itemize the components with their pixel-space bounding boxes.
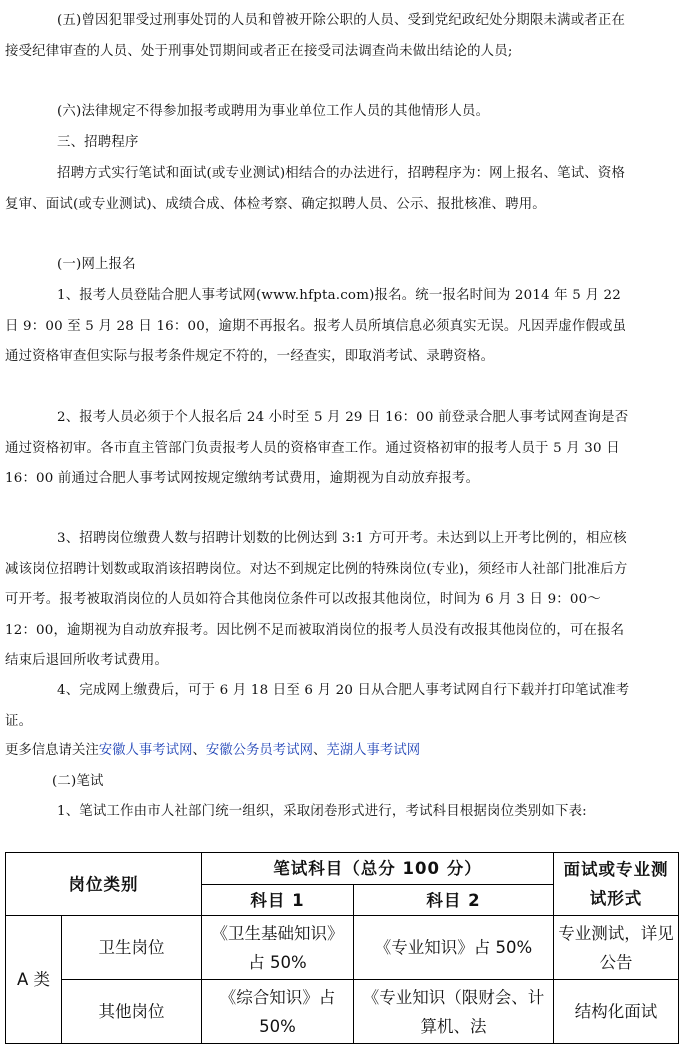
table-header-row <box>6 853 679 885</box>
subject-2-cell: 《专业知识（限财会、计算机、法 <box>354 980 554 1044</box>
link-separator: 、 <box>312 743 327 758</box>
post-name: 其他岗位 <box>62 980 202 1044</box>
registration-item-2: 2、报考人员必须于个人报名后 24 小时至 5 月 29 日 16：00 前登录合肥人事考试网查询是否通过资格初审。各市直主管部门负责报考人员的资格审查工作。通过资格初审的报考人员于 5 月 30 日 16：00 前通过合肥人事考试网按规定缴纳考试费用，逾期视为自动放弃报考。 <box>5 410 629 486</box>
subsection-written-exam: (二)笔试 <box>52 774 104 789</box>
table-row <box>6 916 679 980</box>
condition-5: (五)曾因犯罪受过刑事处罚的人员和曾被开除公职的人员、受到党纪政纪处分期限未满或者正在接受纪律审查的人员、处于刑事处罚期间或者正在接受司法调查尚未做出结论的人员; <box>5 13 626 59</box>
header-written-exam: 笔试科目（总分 100 分） <box>202 853 554 885</box>
interview-cell: 专业测试，详见公告 <box>554 916 679 980</box>
subject-2-cell: 《专业知识》占 50% <box>354 916 554 980</box>
registration-item-1: 1、报考人员登陆合肥人事考试网(www.hfpta.com)报名。统一报名时间为 2014 年 5 月 22 日 9：00 至 5 月 28 日 16：00，逾期不再报名。报考人员所填信息必须真实无误。凡因弄虚作假或虽通过资格审查但实际与报考条件规定不符的，一经查实，即取消考试、录聘资格。 <box>5 288 627 364</box>
more-info-prefix: 更多信息请关注 <box>5 743 99 758</box>
subject-1-cell: 《综合知识》占 50% <box>202 980 354 1044</box>
written-exam-intro: 1、笔试工作由市人社部门统一组织，采取闭卷形式进行，考试科目根据岗位类别如下表: <box>57 804 587 819</box>
header-post-category: 岗位类别 <box>6 853 202 916</box>
post-name: 卫生岗位 <box>62 916 202 980</box>
condition-6: (六)法律规定不得参加报考或聘用为事业单位工作人员的其他情形人员。 <box>57 104 490 119</box>
more-info-line <box>5 736 420 766</box>
registration-item-3: 3、招聘岗位缴费人数与招聘计划数的比例达到 3:1 方可开考。未达到以上开考比例的，相应核减该岗位招聘计划数或取消该招聘岗位。对达不到规定比例的特殊岗位(专业)，须经市人社部门批准后方可开考。报考被取消岗位的人员如符合其他岗位条件可以改报其他岗位，时间为 6 月 3 日 9：00～12：00，逾期视为自动放弃报考。因比例不足而被取消岗位的报考人员没有改报其他岗位的，可在报名结束后退回所收考试费用。 <box>5 531 628 668</box>
link-anhui-civil-servant-exam[interactable]: 安徽公务员考试网 <box>205 743 313 758</box>
interview-cell: 结构化面试 <box>554 980 679 1044</box>
section-heading-recruitment-procedure: 三、招聘程序 <box>57 135 139 150</box>
subsection-online-registration: (一)网上报名 <box>57 257 136 272</box>
header-subject-2: 科目 2 <box>354 885 554 916</box>
link-wuhu-personnel-exam[interactable]: 芜湖人事考试网 <box>326 743 421 758</box>
group-label: A 类 <box>6 916 62 1044</box>
subject-1-cell: 《卫生基础知识》占 50% <box>202 916 354 980</box>
exam-subjects-table <box>5 852 679 1044</box>
header-subject-1: 科目 1 <box>202 885 354 916</box>
link-anhui-personnel-exam[interactable]: 安徽人事考试网 <box>98 743 193 758</box>
registration-item-4: 4、完成网上缴费后，可于 6 月 18 日至 6 月 20 日从合肥人事考试网自行下载并打印笔试准考证。 <box>5 683 630 729</box>
recruitment-method: 招聘方式实行笔试和面试(或专业测试)相结合的办法进行，招聘程序为：网上报名、笔试、资格复审、面试(或专业测试)、成绩合成、体检考察、确定拟聘人员、公示、报批核准、聘用。 <box>5 166 626 212</box>
table-row <box>6 980 679 1044</box>
header-interview-format: 面试或专业测试形式 <box>554 853 679 916</box>
link-separator: 、 <box>192 743 206 758</box>
